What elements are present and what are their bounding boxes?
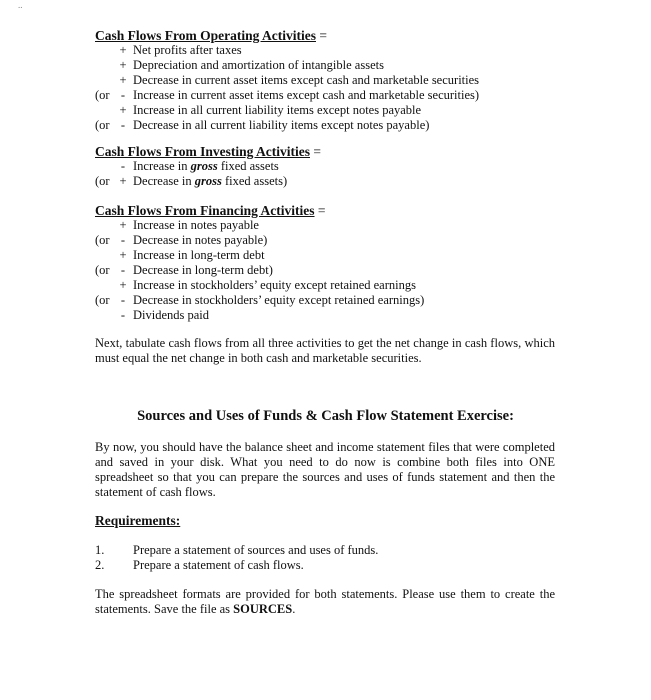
requirements-list	[95, 543, 555, 573]
operating-row: + Decrease in current asset items except cash and marketable securities	[119, 73, 480, 87]
page-corner-mark: ..	[18, 0, 23, 10]
financing-row: (or - Decrease in long-term debt)	[95, 263, 273, 277]
investing-activities-section	[95, 144, 565, 189]
investing-heading: Cash Flows From Investing Activities =	[95, 144, 321, 159]
net-change-paragraph: Next, tabulate cash flows from all three activities to get the net change in cash flows, which must equal the net change in both cash and marketable securities.	[95, 336, 555, 365]
operating-row: + Depreciation and amortization of intangible assets	[119, 58, 384, 72]
operating-heading: Cash Flows From Operating Activities =	[95, 28, 327, 43]
financing-heading: Cash Flows From Financing Activities =	[95, 203, 326, 218]
operating-row: (or - Decrease in all current liability items except notes payable)	[95, 118, 430, 132]
financing-row: (or - Decrease in stockholders’ equity except retained earnings)	[95, 293, 425, 307]
financing-row: (or - Decrease in notes payable)	[95, 233, 268, 247]
operating-row: + Net profits after taxes	[119, 43, 242, 57]
investing-row: - Increase in gross fixed assets	[120, 159, 279, 173]
investing-row: (or + Decrease in gross fixed assets)	[95, 174, 288, 188]
financing-row: + Increase in notes payable	[119, 218, 259, 232]
operating-row: + Increase in all current liability items except notes payable	[119, 103, 422, 117]
financing-row: + Increase in stockholders’ equity except retained earnings	[119, 278, 416, 292]
requirements-heading: Requirements:	[95, 513, 181, 528]
exercise-paragraph: By now, you should have the balance sheet and income statement files that were completed and saved in your disk. What you need to do now is combine both files into ONE spreadsheet so that you can prepare the sources and uses of funds statement and then the statement of cash flows.	[95, 440, 555, 499]
list-item: 2. Prepare a statement of cash flows.	[95, 558, 304, 572]
list-item: 1. Prepare a statement of sources and uses of funds.	[95, 543, 379, 557]
financing-row: + Increase in long-term debt	[119, 248, 265, 262]
financing-row: - Dividends paid	[120, 308, 210, 322]
final-paragraph: The spreadsheet formats are provided for both statements. Please use them to create the statements. Save the file as SOURCES.	[95, 587, 555, 616]
operating-row: (or - Increase in current asset items except cash and marketable securities)	[95, 88, 480, 102]
exercise-title: Sources and Uses of Funds & Cash Flow Statement Exercise:	[137, 408, 514, 424]
financing-activities-section	[95, 203, 565, 323]
operating-activities-section	[95, 28, 565, 133]
